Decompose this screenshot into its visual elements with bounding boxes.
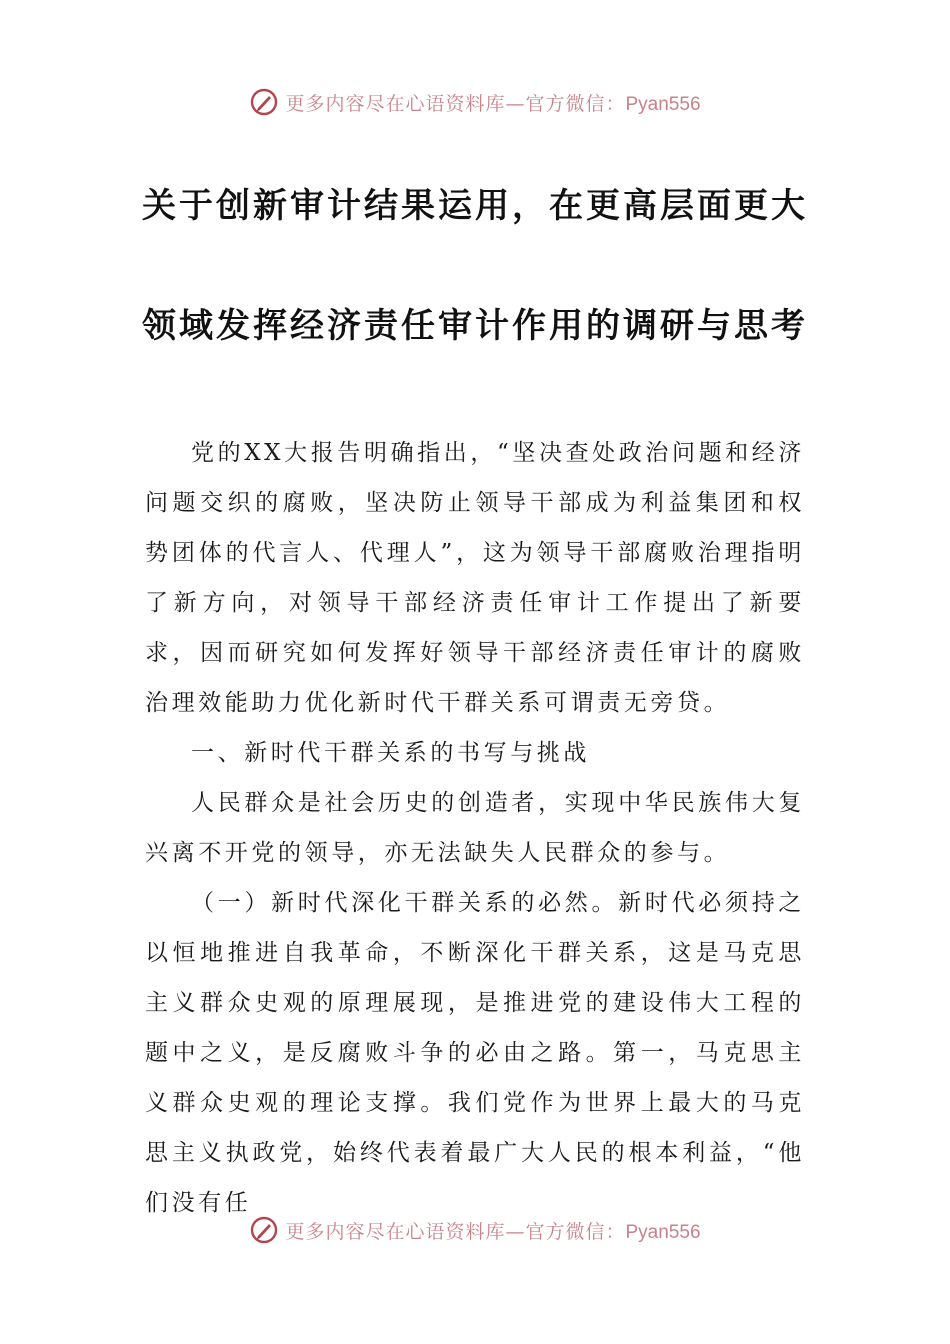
paragraph-intro: 党的XX大报告明确指出，“坚决查处政治问题和经济问题交织的腐败，坚决防止领导干部成为利益集团和权势团体的代言人、代理人”，这为领导干部腐败治理指明了新方向，对领导干部经济责任审计工作提出了新要求，因而研究如何发挥好领导干部经济责任审计的腐败治理效能助力优化新时代干群关系可谓责无旁贷。 [145,440,805,716]
pen-logo-icon [249,1215,279,1245]
watermark-text [285,1217,700,1244]
watermark-header [0,82,950,122]
watermark-wechat-id: Pyan556 [625,93,701,115]
section-heading-1: 一、新时代干群关系的书写与挑战 [191,740,590,766]
document-title-line-1: 关于创新审计结果运用，在更高层面更大 [142,186,808,226]
document-body [145,428,805,1228]
pen-logo-icon [249,87,279,117]
watermark-wechat-id: Pyan556 [625,1221,701,1243]
watermark-text-cn: 更多内容尽在心语资料库—官方微信： [285,92,626,115]
paragraph-people: 人民群众是社会历史的创造者，实现中华民族伟大复兴离不开党的领导，亦无法缺失人民群众的参与。 [145,790,805,866]
watermark-footer [0,1210,950,1250]
watermark-text [285,89,700,116]
watermark-text-cn: 更多内容尽在心语资料库—官方微信： [285,1220,626,1243]
paragraph-subsection-1: （一）新时代深化干群关系的必然。新时代必须持之以恒地推进自我革命，不断深化干群关系，这是马克思主义群众史观的原理展现，是推进党的建设伟大工程的题中之义，是反腐败斗争的必由之路。第一，马克思主义群众史观的理论支撑。我们党作为世界上最大的马克思主义执政党，始终代表着最广大人民的根本利益，“他们没有任 [145,890,805,1216]
document-title-line-2: 领域发挥经济责任审计作用的调研与思考 [142,306,808,346]
